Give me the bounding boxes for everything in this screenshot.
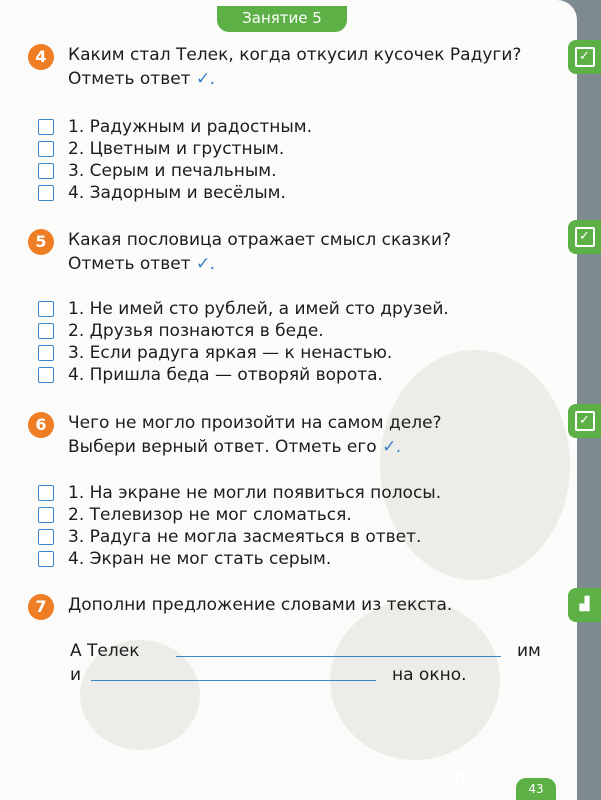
checkbox-tick-icon: ✓ [575, 411, 595, 431]
checkbox[interactable] [38, 345, 54, 361]
fill-sentence-start: А Телек [70, 641, 140, 661]
checkbox[interactable] [38, 119, 54, 135]
checkbox[interactable] [38, 185, 54, 201]
answer-blank-line[interactable] [176, 656, 501, 657]
answer-option[interactable]: 4. Пришла беда — отворяй ворота. [38, 364, 383, 386]
answer-option[interactable]: 1. На экране не могли появиться полосы. [38, 482, 441, 504]
question-number: 7 [28, 594, 54, 620]
checkbox[interactable] [38, 507, 54, 523]
lesson-header: Занятие 5 [217, 6, 347, 32]
checkmark-icon: ✓. [195, 254, 216, 274]
answer-blank-line[interactable] [91, 680, 376, 681]
question-number: 6 [28, 412, 54, 438]
question-number: 4 [28, 44, 54, 70]
side-tab-check[interactable] [568, 404, 601, 438]
side-tab-write[interactable] [568, 588, 601, 622]
page-number: 43 [516, 778, 556, 800]
fill-sentence-end: на окно. [392, 665, 467, 685]
answer-option[interactable]: 4. Задорным и весёлым. [38, 182, 286, 204]
question-text: Чего не могло произойти на самом деле? [68, 413, 442, 433]
pencil-grid-icon: ▟ [579, 597, 590, 612]
checkbox[interactable] [38, 301, 54, 317]
question-instruction: Отметь ответ ✓. [68, 254, 216, 274]
checkbox[interactable] [38, 485, 54, 501]
question-text: Каким стал Телек, когда откусил кусочек Радуги? [68, 45, 522, 65]
answer-option[interactable]: 3. Если радуга яркая — к ненастью. [38, 342, 392, 364]
answer-option[interactable]: 4. Экран не мог стать серым. [38, 548, 331, 570]
answer-option[interactable]: 2. Цветным и грустным. [38, 138, 284, 160]
question-instruction: Отметь ответ ✓. [68, 69, 216, 89]
answer-option[interactable]: 2. Друзья познаются в беде. [38, 320, 324, 342]
checkmark-icon: ✓. [382, 437, 402, 457]
answer-option[interactable]: 3. Радуга не могла засмеяться в ответ. [38, 526, 421, 548]
checkbox[interactable] [38, 163, 54, 179]
checkbox-tick-icon: ✓ [575, 47, 595, 67]
side-tab-check[interactable] [568, 40, 601, 74]
fill-sentence-start: и [70, 665, 82, 685]
question-instruction: Выбери верный ответ. Отметь его ✓. [68, 437, 402, 457]
checkbox[interactable] [38, 323, 54, 339]
question-text: Какая пословица отражает смысл сказки? [68, 230, 452, 250]
answer-option[interactable]: 3. Серым и печальным. [38, 160, 277, 182]
checkbox[interactable] [38, 367, 54, 383]
answer-option[interactable]: 1. Не имей сто рублей, а имей сто друзей. [38, 298, 449, 320]
answer-option[interactable]: 1. Радужным и радостным. [38, 116, 312, 138]
side-tab-check[interactable] [568, 220, 601, 254]
question-text: Дополни предложение словами из текста. [68, 595, 453, 615]
checkbox-tick-icon: ✓ [575, 227, 595, 247]
checkmark-icon: ✓. [195, 69, 216, 89]
watermark-logo: Л [452, 768, 467, 789]
checkbox[interactable] [38, 141, 54, 157]
checkbox[interactable] [38, 529, 54, 545]
question-number: 5 [28, 229, 54, 255]
fill-sentence-end: им [517, 641, 541, 661]
checkbox[interactable] [38, 551, 54, 567]
answer-option[interactable]: 2. Телевизор не мог сломаться. [38, 504, 352, 526]
